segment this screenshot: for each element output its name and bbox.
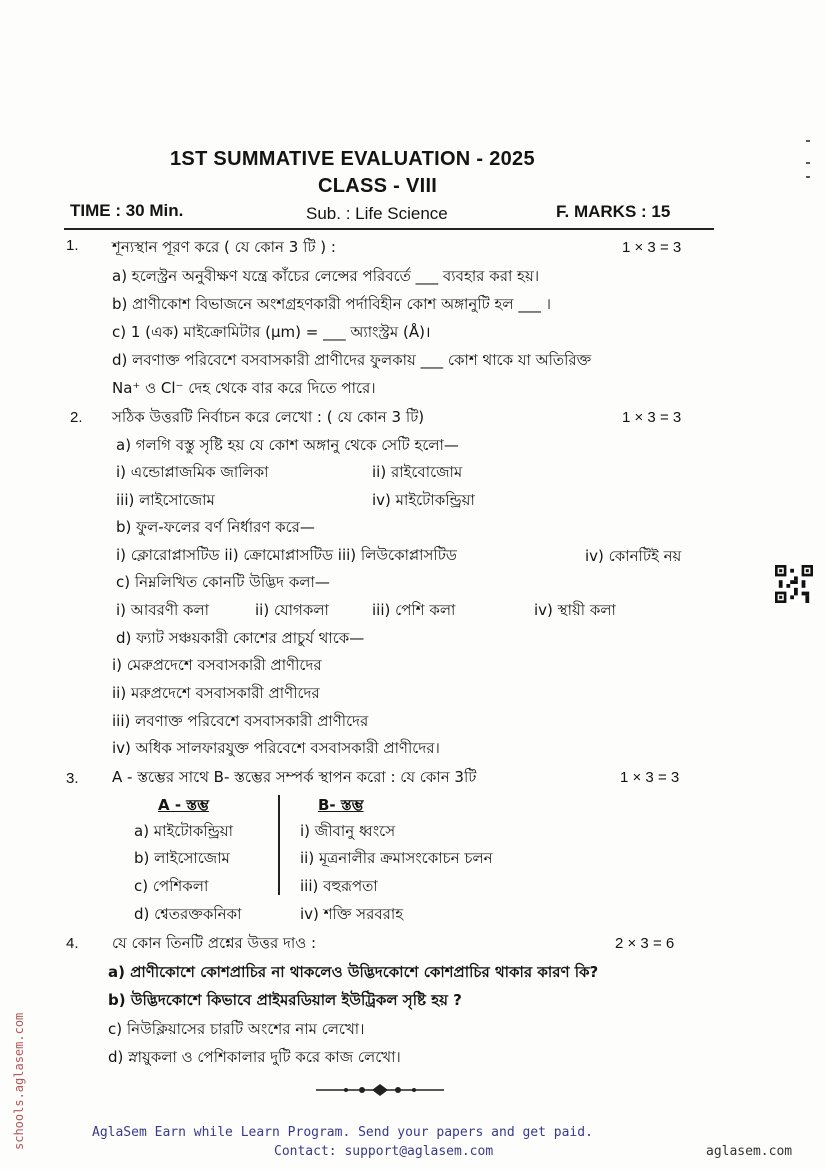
- time-label: TIME : 30 Min.: [70, 201, 184, 220]
- q2-a-choice-iii: iii) লাইসোজোম: [116, 491, 215, 509]
- footer-contact[interactable]: Contact: support@aglasem.com: [274, 1144, 494, 1159]
- q3-number: 3.: [66, 770, 79, 787]
- q3-a-item-d: d) শ্বেতরক্তকনিকা: [134, 905, 242, 923]
- q3-a-item-c: c) পেশিকলা: [134, 877, 209, 895]
- end-ornament: [310, 1082, 450, 1098]
- q3-b-item-4: iv) শক্তি সরবরাহ: [300, 905, 404, 923]
- q3-a-item-b: b) লাইসোজোম: [134, 849, 230, 867]
- subject-label: Sub. : Life Science: [306, 204, 448, 223]
- q2-a-choice-iv: iv) মাইটোকন্ড্রিয়া: [372, 491, 475, 509]
- q4-number: 4.: [66, 935, 79, 952]
- qr-code-icon: [775, 565, 813, 603]
- q2-option-d: d) ফ্যাট সঞ্চয়কারী কোশের প্রাচুর্য থাকে—: [116, 629, 365, 647]
- q1-option-c: c) 1 (এক) মাইক্রোমিটার (µm) = ___ অ্যাংস্ট্রম (Å)।: [112, 323, 431, 341]
- footer-promo: AglaSem Earn while Learn Program. Send your papers and get paid.: [92, 1125, 593, 1140]
- q2-b-choice-iv: iv) কোনটিই নয়: [585, 547, 682, 565]
- q1-marks: 1 × 3 = 3: [622, 239, 682, 256]
- q2-d-choice-i: i) মেরুপ্রদেশে বসবাসকারী প্রাণীদের: [112, 656, 322, 674]
- scan-mark: [806, 140, 810, 142]
- header-rule: [64, 228, 714, 230]
- q1-number: 1.: [66, 237, 79, 254]
- q4-option-d: d) স্নায়ুকলা ও পেশিকালার দুটি করে কাজ লেখো।: [108, 1048, 401, 1066]
- q2-option-c: c) নিম্নলিখিত কোনটি উদ্ভিদ কলা—: [116, 573, 330, 591]
- q2-c-choice-ii: ii) যোগকলা: [255, 601, 329, 619]
- q2-marks: 1 × 3 = 3: [622, 409, 682, 426]
- q2-c-choice-i: i) আবরণী কলা: [116, 601, 210, 619]
- q3-text: A - স্তম্ভের সাথে B- স্তম্ভের সম্পর্ক স্থাপন করো : যে কোন 3টি: [112, 768, 477, 786]
- q2-option-b: b) ফুল-ফলের বর্ণ নির্ধারণ করে—: [116, 518, 315, 536]
- q2-option-a: a) গলগি বস্তু সৃষ্টি হয় যে কোশ অঙ্গানু থেকে সেটি হলো—: [116, 436, 459, 454]
- q1-option-d-cont: Na⁺ ও Cl⁻ দেহ থেকে বার করে দিতে পারে।: [112, 379, 376, 397]
- q1-option-b: b) প্রাণীকোশ বিভাজনে অংশগ্রহণকারী পর্দাবিহীন কোশ অঙ্গানুটি হল ___ ।: [112, 295, 552, 313]
- class-label: CLASS - VIII: [318, 175, 438, 197]
- q3-a-item-a: a) মাইটোকন্ড্রিয়া: [134, 822, 233, 840]
- q2-d-choice-iv: iv) অধিক সালফারযুক্ত পরিবেশে বসবাসকারী প্রাণীদের।: [112, 739, 440, 757]
- q2-a-choice-ii: ii) রাইবোজোম: [372, 463, 463, 481]
- q2-a-choice-i: i) এন্ডোপ্লাজমিক জালিকা: [116, 463, 269, 481]
- q4-option-a: a) প্রাণীকোশে কোশপ্রাচির না থাকলেও উদ্ভিদকোশে কোশপ্রাচির থাকার কারণ কি?: [108, 963, 599, 981]
- q4-marks: 2 × 3 = 6: [615, 935, 675, 952]
- footer-site[interactable]: aglasem.com: [706, 1144, 793, 1159]
- full-marks-label: F. MARKS : 15: [556, 202, 671, 221]
- q2-c-choice-iii: iii) পেশি কলা: [372, 601, 456, 619]
- q3-b-item-3: iii) বহুরূপতা: [300, 877, 378, 895]
- q1-option-a: a) হলেস্ট্রন অনুবীক্ষণ যন্ত্রে কাঁচের লেন্সের পরিবর্তে ___ ব্যবহার করা হয়।: [112, 267, 540, 285]
- q2-d-choice-iii: iii) লবণাক্ত পরিবেশে বসবাসকারী প্রাণীদের: [112, 712, 369, 730]
- q4-text: যে কোন তিনটি প্রশ্নের উত্তর দাও :: [112, 934, 317, 952]
- q2-c-choice-iv: iv) স্থায়ী কলা: [534, 601, 616, 619]
- scan-mark: [806, 176, 810, 178]
- q1-option-d: d) লবণাক্ত পরিবেশে বসবাসকারী প্রাণীদের ফুলকায় ___ কোশ থাকে যা অতিরিক্ত: [112, 351, 592, 369]
- q3-b-item-1: i) জীবানু ধ্বংসে: [300, 822, 396, 840]
- q3-marks: 1 × 3 = 3: [620, 769, 680, 786]
- exam-title: 1ST SUMMATIVE EVALUATION - 2025: [170, 148, 535, 170]
- q4-option-b: b) উদ্ভিদকোশে কিভাবে প্রাইমরডিয়াল ইউট্রিকল সৃষ্টি হয় ?: [108, 991, 462, 1009]
- q3-b-item-2: ii) মূত্রনালীর ক্রমাসংকোচন চলন: [300, 849, 493, 867]
- q3-column-a-heading: A - স্তম্ভ: [158, 796, 209, 814]
- q2-d-choice-ii: ii) মরুপ্রদেশে বসবাসকারী প্রাণীদের: [112, 684, 320, 702]
- q3-column-b-heading: B- স্তম্ভ: [318, 796, 364, 814]
- q1-text: শূন্যস্থান পূরণ করে ( যে কোন 3 টি ) :: [112, 238, 336, 256]
- q2-text: সঠিক উত্তরটি নির্বাচন করে লেখো : ( যে কোন 3 টি): [112, 408, 425, 426]
- side-watermark: schools.aglasem.com: [12, 1012, 26, 1150]
- q2-number: 2.: [70, 409, 83, 426]
- scan-mark: [806, 162, 810, 164]
- q2-b-choices: i) ক্লোরোপ্লাসটিড ii) ক্রোমোপ্লাসটিড iii) লিউকোপ্লাসটিড: [116, 546, 457, 564]
- q4-option-c: c) নিউক্লিয়াসের চারটি অংশের নাম লেখো।: [108, 1020, 365, 1038]
- q3-column-divider: [278, 795, 280, 895]
